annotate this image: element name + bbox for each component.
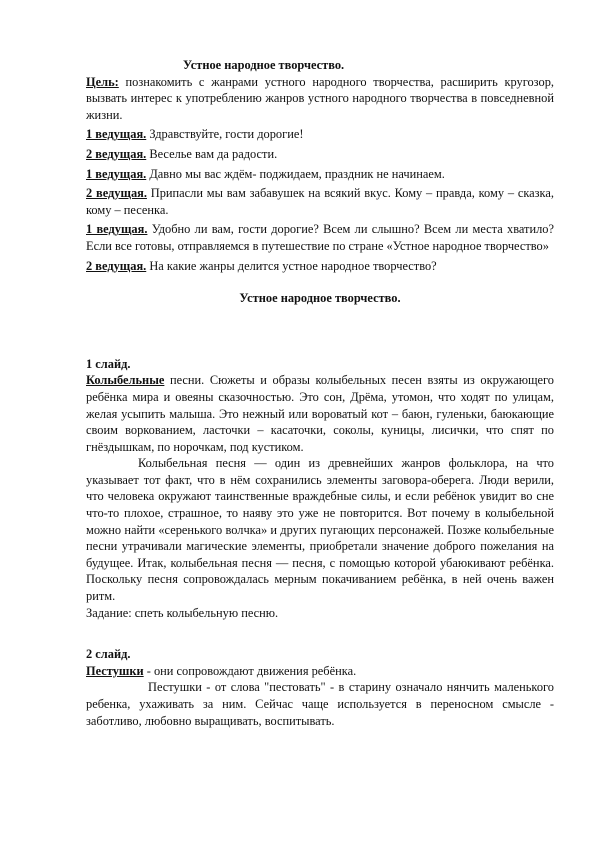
dialogue-line: [86, 126, 554, 143]
slide-2-heading: 2 слайд.: [86, 647, 131, 662]
slide-1-task: Задание: спеть колыбельную песню.: [86, 605, 279, 620]
slide-2-term: Пестушки: [86, 663, 144, 678]
speaker-label: 2 ведущая.: [86, 146, 147, 161]
goal-paragraph: [86, 74, 554, 124]
slide-2-body: Пестушки - от слова "пестовать" - в старину означало нянчить маленького ребенка, ухаживать за ним. Сейчас чаще используется в переносном смысле - заботливо, любовно выращивать, воспитывать.: [86, 680, 554, 728]
goal-label: Цель:: [86, 74, 119, 89]
dialogue-line: [86, 166, 554, 183]
goal-text: познакомить с жанрами устного народного творчества, расширить кругозор, вызвать интерес к употреблению жанров устного народного творчества в повседневной жизни.: [86, 74, 554, 122]
dialogue-text: На какие жанры делится устное народное творчество?: [146, 258, 437, 273]
document-title: Устное народное творчество.: [183, 58, 345, 72]
speaker-label: 1 ведущая.: [86, 222, 148, 237]
speaker-label: 1 ведущая.: [86, 127, 147, 142]
speaker-label: 2 ведущая.: [86, 258, 147, 273]
dialogue-text: Припасли мы вам забавушек на всякий вкус. Кому – правда, кому – сказка, кому – песенка.: [86, 186, 554, 217]
dialogue-line: [86, 185, 554, 218]
slide-2-intro: [86, 663, 554, 680]
section-title: Устное народное творчество.: [239, 291, 401, 306]
slide-1-intro: [86, 372, 554, 455]
document-body: [86, 57, 554, 729]
speaker-label: 1 ведущая.: [86, 166, 147, 181]
dialogue-text: Веселье вам да радости.: [146, 146, 278, 161]
slide-1-term: Колыбельные: [86, 373, 165, 388]
dialogue-line: [86, 258, 554, 275]
dialogue-text: Здравствуйте, гости дорогие!: [146, 127, 304, 142]
dialogue-text: Давно мы вас ждём- поджидаем, праздник не начинаем.: [146, 166, 445, 181]
dialogue-line: [86, 146, 554, 163]
slide-1-heading: 1 слайд.: [86, 356, 131, 371]
speaker-label: 2 ведущая.: [86, 186, 147, 201]
dialogue-text: Удобно ли вам, гости дорогие? Всем ли слышно? Всем ли места хватило? Если все готовы, отправляемся в путешествие по стране «Устное народное творчество»: [86, 222, 554, 253]
slide-2-intro-text: - они сопровождают движения ребёнка.: [143, 663, 357, 678]
slide-1-intro-text: песни. Сюжеты и образы колыбельных песен взяты из окружающего ребёнка мира и овеяны сказочностью. Это сон, Дрёма, утомон, что ходят по улицам, желая усыпить малыша. Это нежный или вороватый кот – баюн, гуленьки, баюкающие своим воркованием, ласточки – касаточки, соколы, куницы, лисички, что спят по гнёздышкам, по норочкам, под кустиком.: [86, 373, 554, 454]
dialogue-line: [86, 221, 554, 254]
slide-1-body: Колыбельная песня — один из древнейших жанров фольклора, на что указывает тот факт, что в нём сохранились элементы заговора-оберега. Люди верили, что человека окружают таинственные враждебные силы, и если ребёнок увидит во сне что-то плохое, страшное, то наяву это уже не повторится. Вот почему в колыбельной можно найти «серенького волчка» и других пугающих персонажей. Позже колыбельные песни утрачивали магические элементы, приобретали значение доброго пожелания на будущее. Итак, колыбельная песня — песня, с помощью которой убаюкивают ребёнка. Поскольку песня сопровождалась мерным покачиванием ребёнка, в ней очень важен ритм.: [86, 456, 554, 604]
